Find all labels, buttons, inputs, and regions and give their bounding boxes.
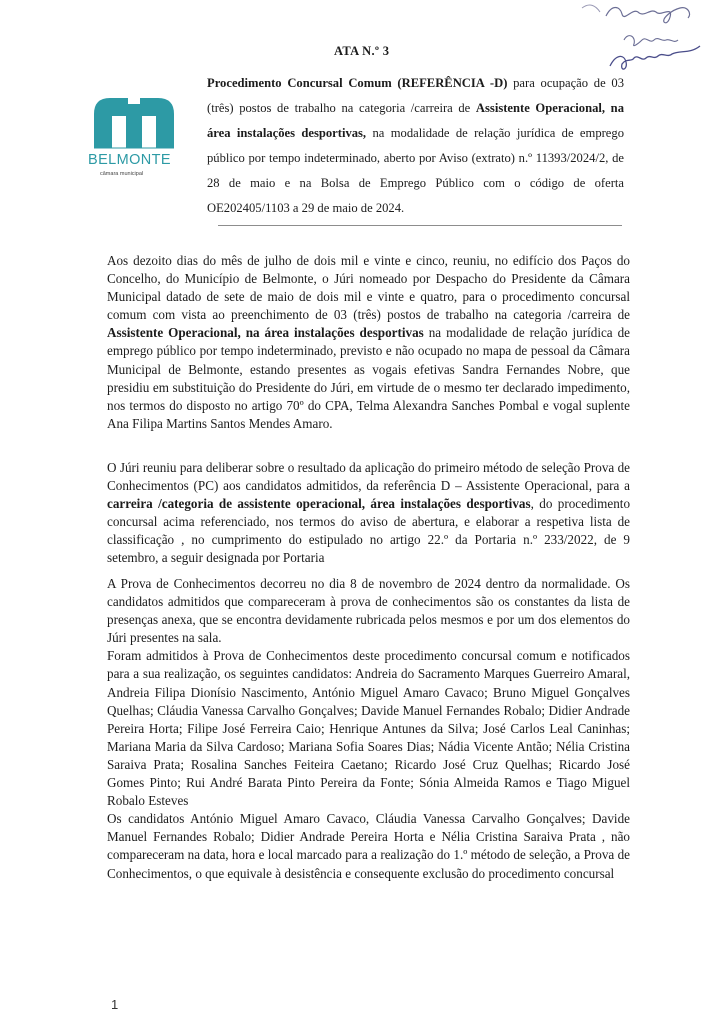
paragraph-4: Foram admitidos à Prova de Conhecimentos deste procedimento concursal comum e notificados para a sua realização, os seguintes candidatos: Andreia do Sacramento Marques Guerreiro Amaral, Andreia Filipa Dionísio Nascimento, António Miguel Amaro Cavaco; Bruno Miguel Gonçalves Quelhas; Cláudia Vanessa Carvalho Gonçalves; Davide Manuel Fernandes Robalo; Didier Andrade Pereira Horta; Filipe José Ferreira Caio; Henrique Antunes da Silva; José Carlos Leal Caninhas; Mariana Maria da Silva Cardoso; Mariana Sofia Soares Dias; Nádia Vicente Antão; Nélia Cristina Saraiva Prata; Rosalina Sanches Feiteira Caetano; Ricardo José Cruz Quelhas; Ricardo José Gomes Pinto; Rui André Barata Pinto Pereira da Fonte; Sónia Almeida Ramos e Tiago Miguel Robalo Esteves (107, 648, 630, 809)
horizontal-divider (218, 225, 622, 226)
paragraph-1-segment-3: na modalidade de relação jurídica de emprego público por tempo indeterminado, previsto e não ocupado no mapa de pessoal da Câmara Municipal de Belmonte, estando presentes as vogais efetivas Sandra Fernandes Nobre, que presidiu em substituição do Presidente do Júri, em virtude de o mesmo ter declarado impedimento, nos termos do disposto no artigo 70º do CPA, Telma Alexandra Sanches Pombal e vogal suplente Ana Filipa Martins Santos Mendes Amaro. (107, 325, 630, 431)
logo-name: BELMONTE (88, 152, 171, 168)
paragraph-2-segment-2: carreira /categoria de assistente operacional, área instalações desportivas (107, 496, 531, 512)
document-title: ATA N.º 3 (334, 44, 390, 58)
header-segment-1: Procedimento Concursal Comum (REFERÊNCIA -D) (207, 76, 508, 90)
paragraph-2-segment-1: O Júri reuniu para deliberar sobre o resultado da aplicação do primeiro método de seleção Prova de Conhecimentos (PC) aos candidatos admitidos, da referência D – Assistente Operacional, para a (107, 460, 630, 494)
procedure-header (207, 71, 624, 221)
header-segment-4: na modalidade de relação jurídica de emprego público por tempo indeterminado, aberto por Aviso (extrato) n.º 11393/2024/2, de 28 de maio e na Bolsa de Emprego Público com o código de oferta OE202405/1103 a 29 de maio de 2024. (207, 126, 624, 215)
handwritten-signatures (576, 0, 728, 82)
paragraph-3: A Prova de Conhecimentos decorreu no dia 8 de novembro de 2024 dentro da normalidade. Os candidatos admitidos que compareceram à prova de conhecimentos são os constantes da lista de presenças anexa, que se encontra devidamente rubricada pelos mesmos e por um dos elementos do Júri presentes na sala. (107, 576, 630, 646)
paragraph-5: Os candidatos António Miguel Amaro Cavaco, Cláudia Vanessa Carvalho Gonçalves; Davide Manuel Fernandes Robalo; Didier Andrade Pereira Horta e Nélia Cristina Saraiva Prata , não compareceram na data, hora e local marcado para a realização do 1.º método de seleção, a Prova de Conhecimentos, o que equivale à desistência e consequente exclusão do procedimento concursal (107, 811, 630, 881)
logo-subtitle: câmara municipal (100, 171, 144, 177)
header-segment-3: Assistente Operacional, na área instalações desportivas, (207, 101, 624, 140)
belmonte-logo-mark-icon (86, 92, 182, 152)
paragraph-1 (107, 252, 630, 433)
header-segment-2: para ocupação de 03 (três) postos de trabalho na categoria /carreira de (207, 76, 624, 115)
page-number: 1 (111, 997, 119, 1012)
paragraphs-3-to-5 (107, 575, 630, 883)
paragraph-1-segment-2: Assistente Operacional, na área instalações desportivas (107, 325, 424, 341)
paragraph-1-segment-1: Aos dezoito dias do mês de julho de dois mil e vinte e cinco, reuniu, no edifício dos Paços do Concelho, do Município de Belmonte, o Júri nomeado por Despacho do Presidente da Câmara Municipal datado de sete de maio de dois mil e vinte e quatro, para o procedimento concursal comum com vista ao preenchimento de 03 (três) postos de trabalho na categoria /carreira de (107, 253, 630, 323)
paragraph-2 (107, 459, 630, 568)
paragraph-2-segment-3: , do procedimento concursal acima referenciado, nos termos do aviso de abertura, e elaborar a respetiva lista de classificação , no cumprimento do estipulado no artigo 22.º da Portaria n.º 233/2022, de 9 setembro, a seguir designada por Portaria (107, 496, 631, 566)
